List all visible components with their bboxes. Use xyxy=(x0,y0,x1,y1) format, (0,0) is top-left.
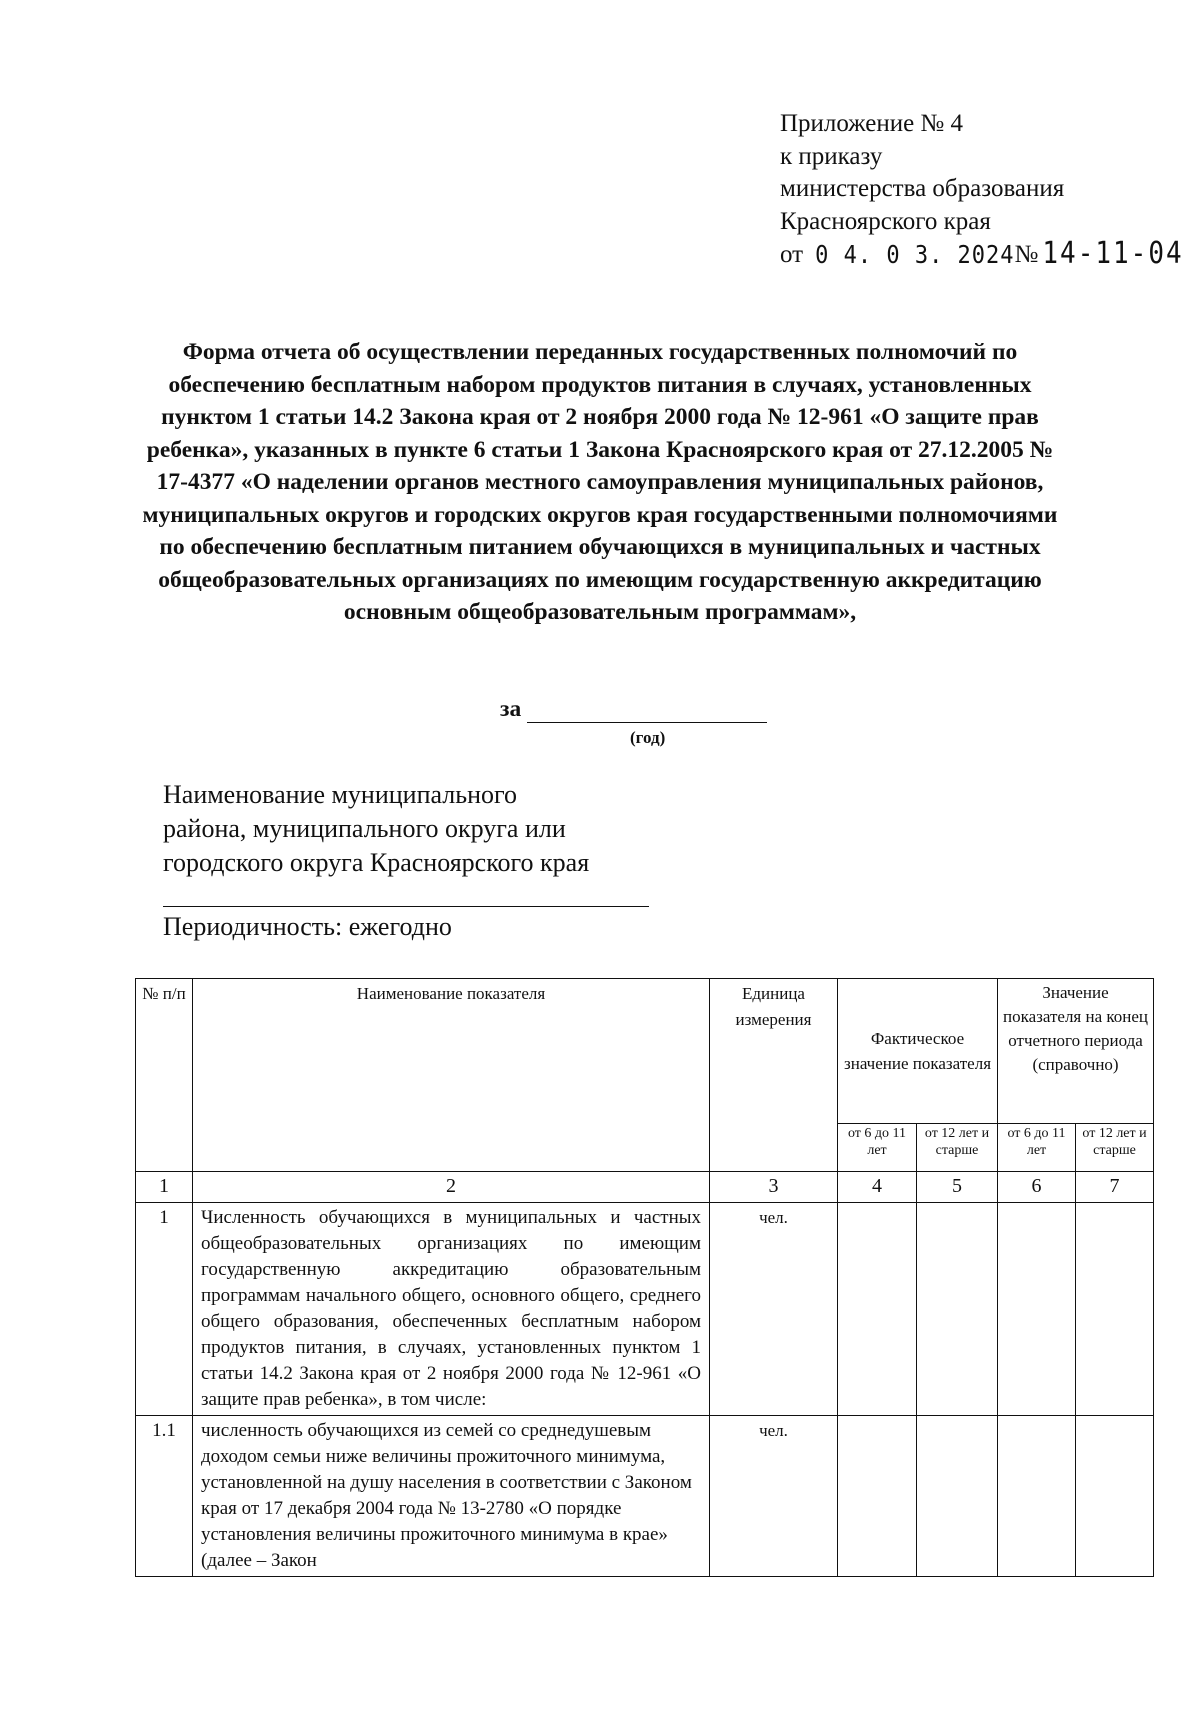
table-row xyxy=(136,1202,1154,1415)
date-prefix: от xyxy=(780,241,804,268)
year-line xyxy=(500,696,767,723)
header-name: Наименование показателя xyxy=(193,979,710,1172)
appendix-line: Красноярского края xyxy=(780,207,991,235)
periodicity: Периодичность: ежегодно xyxy=(163,912,452,941)
year-prefix: за xyxy=(500,696,522,722)
value-cell[interactable] xyxy=(998,1415,1076,1576)
unit-cell: чел. xyxy=(710,1202,838,1415)
table-row xyxy=(136,1415,1154,1576)
municipality-line: городского округа Красноярского края xyxy=(163,848,590,877)
appendix-line: министерства образования xyxy=(780,175,1065,202)
value-cell[interactable] xyxy=(917,1415,998,1576)
municipality-label xyxy=(163,778,589,880)
value-cell[interactable] xyxy=(1076,1415,1154,1576)
report-table xyxy=(135,978,1154,1577)
column-number: 3 xyxy=(710,1172,838,1203)
value-cell[interactable] xyxy=(917,1202,998,1415)
value-cell[interactable] xyxy=(838,1202,917,1415)
header-age-6-11: от 6 до 11 лет xyxy=(838,1124,917,1172)
header-unit: Единица измерения xyxy=(710,979,838,1172)
column-number: 2 xyxy=(193,1172,710,1203)
appendix-block xyxy=(780,108,1184,273)
number-prefix: № xyxy=(1014,241,1039,268)
value-cell[interactable] xyxy=(998,1202,1076,1415)
handwritten-date: 0 4. 0 3. 2024 xyxy=(815,241,1015,270)
header-factual: Фактическое значение показателя xyxy=(838,979,998,1124)
row-number: 1.1 xyxy=(136,1415,193,1576)
municipality-line: района, муниципального округа или xyxy=(163,814,566,843)
form-title: Форма отчета об осуществлении переданных государственных полномочий по обеспечению бесплатным набором продуктов питания в случаях, установленных пунктом 1 статьи 14.2 Закона края от 2 ноября 2000 года № 12-961 «О защите прав ребенка», указанных в пункте 6 статьи 1 Закона Красноярского края от 27.12.2005 № 17-4377 «О наделении органов местного самоуправления муниципальных районов, муниципальных округов и городских округов края государственными полномочиями по обеспечению бесплатным питанием обучающихся в муниципальных и частных общеобразовательных организациях по имеющим государственную аккредитацию основным общеобразовательным программам», xyxy=(142,339,1058,625)
indicator-name: численность обучающихся из семей со среднедушевым доходом семьи ниже величины прожиточного минимума, установленной на душу населения в соответствии с Законом края от 17 декабря 2004 года № 13-2780 «О порядке установления величины прожиточного минимума в крае» (далее – Закон xyxy=(193,1415,710,1576)
indicator-name: Численность обучающихся в муниципальных и частных общеобразовательных организациях по имеющим государственную аккредитацию образовательным программам начального общего, основного общего, среднего общего образования, обеспеченных бесплатным набором продуктов питания, в случаях, установленных пунктом 1 статьи 14.2 Закона края от 2 ноября 2000 года № 12-961 «О защите прав ребенка», в том числе: xyxy=(193,1202,710,1415)
header-age-6-11: от 6 до 11 лет xyxy=(998,1124,1076,1172)
appendix-line: Приложение № 4 xyxy=(780,110,964,137)
column-number: 4 xyxy=(838,1172,917,1203)
column-number: 7 xyxy=(1076,1172,1154,1203)
column-number: 6 xyxy=(998,1172,1076,1203)
header-end-value: Значение показателя на конец отчетного периода (справочно) xyxy=(998,979,1154,1124)
year-caption: (год) xyxy=(630,728,666,747)
column-number: 5 xyxy=(917,1172,998,1203)
handwritten-order-number: 14-11-04 xyxy=(1042,236,1184,272)
header-age-12-plus: от 12 лет и старше xyxy=(1076,1124,1154,1172)
municipality-line: Наименование муниципального xyxy=(163,780,518,809)
value-cell[interactable] xyxy=(1076,1202,1154,1415)
value-cell[interactable] xyxy=(838,1415,917,1576)
header-age-12-plus: от 12 лет и старше xyxy=(917,1124,998,1172)
row-number: 1 xyxy=(136,1202,193,1415)
unit-cell: чел. xyxy=(710,1415,838,1576)
order-date-line xyxy=(780,238,1184,273)
year-blank xyxy=(527,700,767,723)
column-number: 1 xyxy=(136,1172,193,1203)
header-num: № п/п xyxy=(136,979,193,1172)
municipality-blank xyxy=(163,906,649,907)
appendix-line: к приказу xyxy=(780,142,883,170)
